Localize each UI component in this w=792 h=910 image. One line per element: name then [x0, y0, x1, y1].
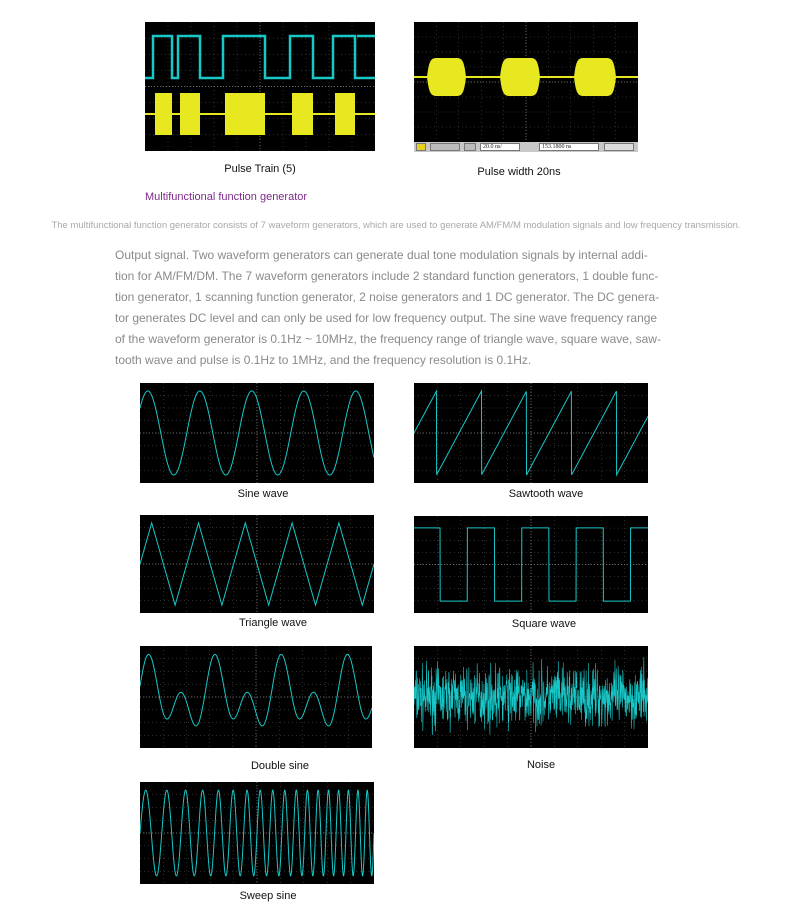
- paragraph-line: tooth wave and pulse is 0.1Hz to 1MHz, and the frequency resolution is 0.1Hz.: [115, 353, 532, 367]
- rf-burst: [500, 58, 540, 96]
- double-sine-caption: Double sine: [250, 760, 310, 772]
- double-sine-scope: [140, 646, 372, 748]
- rf-burst: [427, 58, 466, 96]
- square-wave-scope: [414, 516, 648, 613]
- rf-burst: [574, 58, 616, 96]
- paragraph-line: of the waveform generator is 0.1Hz ~ 10MHz, the frequency range of triangle wave, square wave, saw-: [115, 332, 661, 346]
- scope-status-bar: [414, 142, 638, 152]
- sawtooth-wave-caption: Sawtooth wave: [508, 488, 584, 500]
- square-wave-caption: Square wave: [511, 618, 577, 630]
- status-nav-buttons: [604, 143, 634, 151]
- triangle-wave-scope: [140, 515, 374, 613]
- section-heading: Multifunctional function generator: [145, 191, 308, 203]
- triangle-wave-caption: Triangle wave: [238, 617, 308, 629]
- pulse-burst: [335, 93, 355, 135]
- pulse-width-scope: [414, 22, 638, 142]
- noise-trace: [414, 657, 648, 735]
- sawtooth-wave-scope: [414, 383, 648, 483]
- sweep-sine-caption: Sweep sine: [239, 890, 297, 902]
- pulse-train-caption: Pulse Train (5): [224, 163, 296, 175]
- status-time-div: 20.0 ns/: [480, 143, 520, 151]
- noise-scope: [414, 646, 648, 748]
- status-button: [464, 143, 476, 151]
- sine-wave-caption: Sine wave: [237, 488, 289, 500]
- status-buttons: [430, 143, 460, 151]
- description-paragraph: [115, 245, 675, 371]
- pulse-burst: [180, 93, 200, 135]
- pulse-burst: [225, 93, 265, 135]
- sweep-sine-scope: [140, 782, 374, 884]
- pulse-width-caption: Pulse width 20ns: [477, 166, 561, 178]
- sine-wave-scope: [140, 383, 374, 483]
- pulse-train-scope: [145, 22, 375, 151]
- pulse-burst: [292, 93, 313, 135]
- paragraph-line: tion generator, 1 scanning function generator, 2 noise generators and 1 DC generator. The DC genera-: [115, 290, 660, 304]
- section-subnote: The multifunctional function generator consists of 7 waveform generators, which are used to generate AM/FM/M modulation signals and low frequency transmission.: [51, 220, 741, 231]
- status-run-indicator: [416, 143, 426, 151]
- paragraph-line: Output signal. Two waveform generators can generate dual tone modulation signals by internal addi-: [115, 248, 648, 262]
- paragraph-line: tion for AM/FM/DM. The 7 waveform generators include 2 standard function generators, 1 double func-: [115, 269, 659, 283]
- status-position: 153.1800 ns: [539, 143, 599, 151]
- noise-caption: Noise: [526, 759, 556, 771]
- pulse-burst: [155, 93, 172, 135]
- paragraph-line: tor generates DC level and can only be used for low frequency output. The sine wave frequency range: [115, 311, 658, 325]
